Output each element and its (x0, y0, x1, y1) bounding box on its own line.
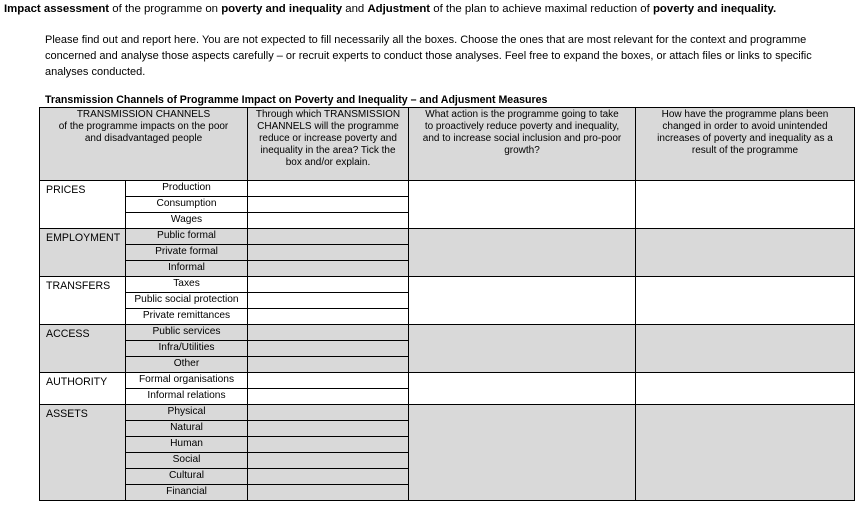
header-line: of the programme impacts on the poor (58, 121, 229, 132)
header-line: TRANSMISSION CHANNELS (76, 109, 211, 120)
header-line: What action is the programme going to take (425, 109, 619, 120)
channel-label: Production (126, 181, 248, 197)
channel-label: Wages (126, 213, 248, 229)
category-transfers: TRANSFERS (40, 277, 126, 325)
action-cell[interactable] (409, 325, 636, 373)
channel-label: Other (126, 357, 248, 373)
tick-explain-cell[interactable] (248, 181, 409, 197)
heading-part: Adjustment (367, 3, 431, 15)
category-employment: EMPLOYMENT (40, 229, 126, 277)
action-cell[interactable] (409, 405, 636, 501)
channel-label: Infra/Utilities (126, 341, 248, 357)
tick-explain-cell[interactable] (248, 229, 409, 245)
channel-label: Taxes (126, 277, 248, 293)
tick-explain-cell[interactable] (248, 293, 409, 309)
heading-part: of the programme on (109, 3, 222, 15)
plan-change-cell[interactable] (636, 325, 855, 373)
header-plan-changes (636, 108, 855, 181)
channel-label: Natural (126, 421, 248, 437)
header-line: box and/or explain. (285, 157, 371, 168)
header-transmission-channels (40, 108, 248, 181)
plan-change-cell[interactable] (636, 373, 855, 405)
action-cell[interactable] (409, 373, 636, 405)
channel-label: Consumption (126, 197, 248, 213)
heading-part: and (342, 3, 368, 15)
category-assets: ASSETS (40, 405, 126, 501)
header-line: Through which TRANSMISSION (255, 109, 401, 120)
channel-label: Physical (126, 405, 248, 421)
channel-label: Public social protection (126, 293, 248, 309)
tick-explain-cell[interactable] (248, 245, 409, 261)
action-cell[interactable] (409, 277, 636, 325)
transmission-channels-table (39, 107, 855, 501)
channel-label: Cultural (126, 469, 248, 485)
heading-part: poverty and inequality. (652, 3, 777, 15)
channel-label: Financial (126, 485, 248, 501)
tick-explain-cell[interactable] (248, 213, 409, 229)
header-which-channels (248, 108, 409, 181)
channel-label: Public services (126, 325, 248, 341)
channel-label: Human (126, 437, 248, 453)
heading-part: Impact assessment (4, 3, 110, 15)
header-line: inequality in the area? Tick the (260, 145, 396, 156)
table-row (40, 181, 855, 197)
table-row (40, 277, 855, 293)
header-actions (409, 108, 636, 181)
category-access: ACCESS (40, 325, 126, 373)
tick-explain-cell[interactable] (248, 453, 409, 469)
plan-change-cell[interactable] (636, 277, 855, 325)
header-line: and to increase social inclusion and pro-poor (422, 133, 622, 144)
category-prices: PRICES (40, 181, 126, 229)
tick-explain-cell[interactable] (248, 373, 409, 389)
channel-label: Informal (126, 261, 248, 277)
table-caption: Transmission Channels of Programme Impact on Poverty and Inequality – and Adjusment Measures (45, 94, 548, 106)
tick-explain-cell[interactable] (248, 485, 409, 501)
table-row (40, 373, 855, 389)
table-row (40, 325, 855, 341)
tick-explain-cell[interactable] (248, 421, 409, 437)
plan-change-cell[interactable] (636, 229, 855, 277)
intro-paragraph: Please find out and report here. You are not expected to fill necessarily all the boxes. Choose the ones that are most relevant for the context and programme concerned and analyse those aspects carefully – or recruit experts to conduct those analyses. Feel free to expand the boxes, or attach files or links to specific analyses conducted. (45, 34, 812, 78)
tick-explain-cell[interactable] (248, 405, 409, 421)
tick-explain-cell[interactable] (248, 437, 409, 453)
tick-explain-cell[interactable] (248, 389, 409, 405)
tick-explain-cell[interactable] (248, 197, 409, 213)
header-line: increases of poverty and inequality as a (657, 133, 833, 144)
tick-explain-cell[interactable] (248, 469, 409, 485)
table-row (40, 229, 855, 245)
header-line: reduce or increase poverty and (259, 133, 397, 144)
tick-explain-cell[interactable] (248, 341, 409, 357)
channel-label: Public formal (126, 229, 248, 245)
plan-change-cell[interactable] (636, 405, 855, 501)
header-line: and disadvantaged people (84, 133, 203, 144)
header-line: changed in order to avoid unintended (662, 121, 828, 132)
header-line: growth? (504, 145, 540, 156)
tick-explain-cell[interactable] (248, 325, 409, 341)
channel-label: Private remittances (126, 309, 248, 325)
channel-label: Formal organisations (126, 373, 248, 389)
channel-label: Informal relations (126, 389, 248, 405)
category-authority: AUTHORITY (40, 373, 126, 405)
tick-explain-cell[interactable] (248, 357, 409, 373)
table-row (40, 405, 855, 421)
heading-part: poverty and inequality (221, 3, 343, 15)
header-line: CHANNELS will the programme (257, 121, 399, 132)
action-cell[interactable] (409, 229, 636, 277)
plan-change-cell[interactable] (636, 181, 855, 229)
action-cell[interactable] (409, 181, 636, 229)
header-line: How have the programme plans been (661, 109, 829, 120)
header-line: result of the programme (691, 145, 799, 156)
heading-part: of the plan to achieve maximal reduction of (430, 3, 653, 15)
tick-explain-cell[interactable] (248, 277, 409, 293)
tick-explain-cell[interactable] (248, 309, 409, 325)
tick-explain-cell[interactable] (248, 261, 409, 277)
channel-label: Private formal (126, 245, 248, 261)
channel-label: Social (126, 453, 248, 469)
header-line: to proactively reduce poverty and inequality, (424, 121, 620, 132)
page-heading (4, 3, 776, 15)
